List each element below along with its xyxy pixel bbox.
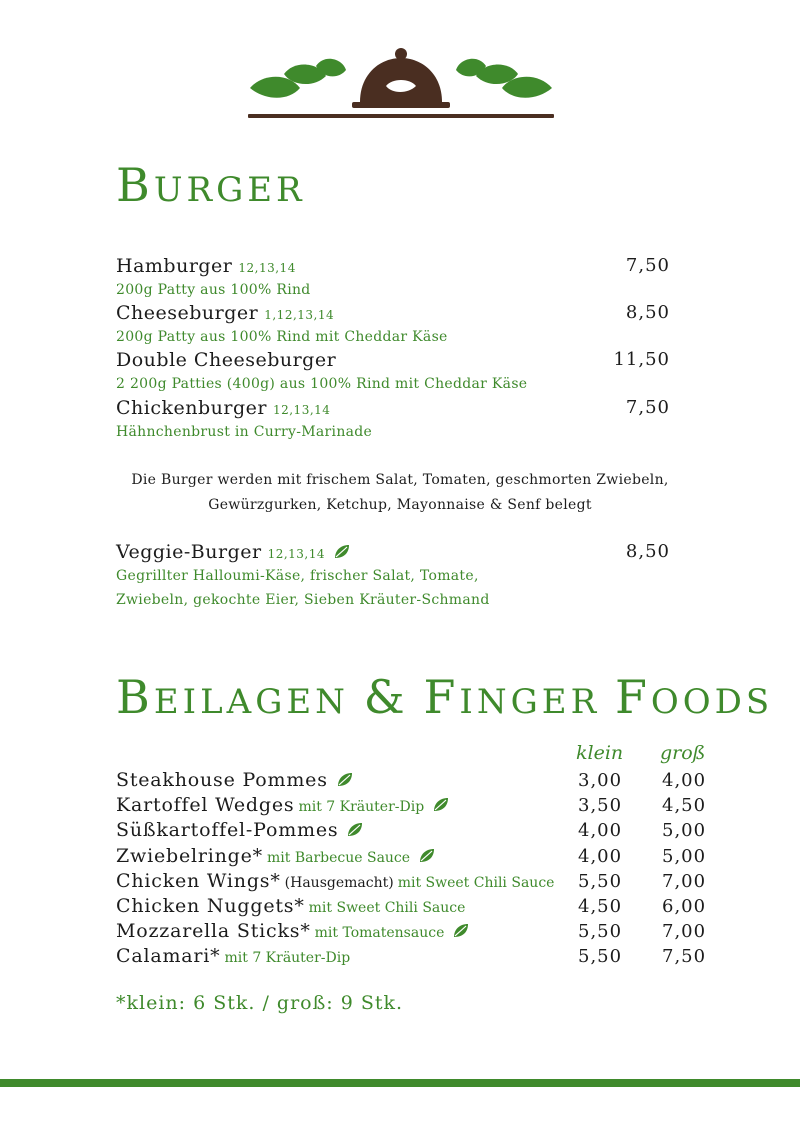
column-header-gross: groß bbox=[660, 742, 706, 764]
item-price: 8,50 bbox=[625, 302, 670, 323]
leaf-icon bbox=[456, 59, 552, 98]
price-klein: 5,50 bbox=[578, 921, 623, 943]
allergen-codes: 12,13,14 bbox=[272, 403, 331, 417]
side-dish-row bbox=[116, 793, 716, 818]
price-gross: 5,00 bbox=[662, 845, 707, 867]
price-gross: 5,00 bbox=[662, 820, 707, 842]
allergen-codes: 12,13,14 bbox=[267, 547, 325, 561]
item-description: Hähnchenbrust in Curry-Marinade bbox=[116, 424, 373, 440]
price-klein: 3,50 bbox=[578, 795, 623, 817]
column-header-klein: klein bbox=[576, 742, 624, 764]
side-dish-row bbox=[116, 869, 716, 894]
item-name: Chicken Wings* bbox=[116, 869, 281, 892]
menu-item bbox=[116, 254, 676, 302]
item-description: Zwiebeln, gekochte Eier, Sieben Kräuter-Schmand bbox=[116, 592, 490, 608]
item-price: 7,50 bbox=[625, 397, 670, 418]
item-name: Chickenburger bbox=[116, 397, 267, 419]
price-klein: 5,50 bbox=[578, 946, 623, 968]
item-price: 8,50 bbox=[625, 541, 670, 562]
side-dish-row bbox=[116, 894, 716, 919]
price-klein: 3,00 bbox=[578, 770, 623, 791]
side-dish-row bbox=[116, 944, 716, 969]
item-name: Mozzarella Sticks* bbox=[116, 920, 311, 943]
cloche-logo bbox=[246, 44, 556, 124]
burger-toppings-note bbox=[100, 468, 700, 518]
menu-item bbox=[116, 396, 676, 444]
price-gross: 7,50 bbox=[662, 946, 707, 968]
price-klein: 4,00 bbox=[578, 820, 623, 842]
allergen-codes: 12,13,14 bbox=[238, 261, 296, 275]
price-gross: 6,00 bbox=[662, 896, 707, 917]
side-dish-row bbox=[116, 818, 716, 843]
item-name: Zwiebelringe* bbox=[116, 844, 263, 867]
section-title-burger: BURGER bbox=[116, 158, 306, 212]
item-name: Steakhouse Pommes bbox=[116, 769, 328, 791]
leaf-icon bbox=[336, 772, 354, 788]
item-sauce: mit Barbecue Sauce bbox=[266, 849, 411, 866]
item-name: Kartoffel Wedges bbox=[116, 794, 295, 817]
leaf-icon bbox=[333, 544, 351, 560]
price-gross: 4,50 bbox=[662, 795, 707, 817]
leaf-icon bbox=[346, 822, 364, 838]
allergen-codes: 1,12,13,14 bbox=[264, 308, 335, 322]
price-gross: 4,00 bbox=[662, 770, 707, 791]
item-name: Double Cheeseburger bbox=[116, 349, 337, 371]
price-gross: 7,00 bbox=[662, 870, 707, 892]
item-name: Süßkartoffel-Pommes bbox=[116, 819, 339, 842]
price-gross: 7,00 bbox=[662, 921, 707, 943]
item-description: Gegrillter Halloumi-Käse, frischer Salat, Tomate, bbox=[116, 568, 479, 584]
item-name: Veggie-Burger bbox=[116, 541, 262, 563]
menu-item bbox=[116, 348, 676, 396]
item-sauce: mit Tomatensauce bbox=[314, 925, 445, 942]
menu-item bbox=[116, 301, 676, 349]
item-description: 200g Patty aus 100% Rind bbox=[116, 282, 311, 298]
leaf-icon bbox=[250, 59, 346, 98]
item-sauce: mit Sweet Chili Sauce bbox=[308, 900, 466, 916]
leaf-icon bbox=[418, 848, 436, 864]
leaf-icon bbox=[452, 923, 470, 939]
price-klein: 4,50 bbox=[578, 896, 623, 917]
side-dish-row bbox=[116, 844, 716, 869]
item-description: 2 200g Patties (400g) aus 100% Rind mit Cheddar Käse bbox=[116, 376, 528, 392]
section-title-beilagen: BEILAGEN & FINGER FOODS bbox=[116, 670, 774, 724]
note-line: Gewürzgurken, Ketchup, Mayonnaise & Senf belegt bbox=[208, 497, 592, 513]
menu-item-veggie bbox=[116, 540, 676, 612]
item-name: Hamburger bbox=[116, 255, 233, 277]
note-line: Die Burger werden mit frischem Salat, Tomaten, geschmorten Zwiebeln, bbox=[131, 472, 669, 488]
item-name: Cheeseburger bbox=[116, 302, 259, 324]
item-name: Calamari* bbox=[116, 945, 221, 968]
side-dish-row bbox=[116, 768, 716, 793]
item-note: (Hausgemacht) bbox=[284, 874, 394, 891]
item-price: 7,50 bbox=[625, 255, 670, 276]
item-sauce: mit 7 Kräuter-Dip bbox=[224, 950, 351, 967]
side-dish-row bbox=[116, 919, 716, 944]
price-klein: 5,50 bbox=[578, 870, 623, 892]
item-sauce: mit 7 Kräuter-Dip bbox=[298, 799, 425, 816]
item-description: 200g Patty aus 100% Rind mit Cheddar Käse bbox=[116, 329, 448, 345]
bottom-divider bbox=[0, 1079, 800, 1087]
item-sauce: mit Sweet Chili Sauce bbox=[397, 874, 555, 891]
item-name: Chicken Nuggets* bbox=[116, 895, 305, 917]
item-price: 11,50 bbox=[613, 349, 670, 370]
portion-footnote: *klein: 6 Stk. / groß: 9 Stk. bbox=[116, 992, 404, 1014]
leaf-icon bbox=[432, 797, 450, 813]
price-klein: 4,00 bbox=[578, 845, 623, 867]
